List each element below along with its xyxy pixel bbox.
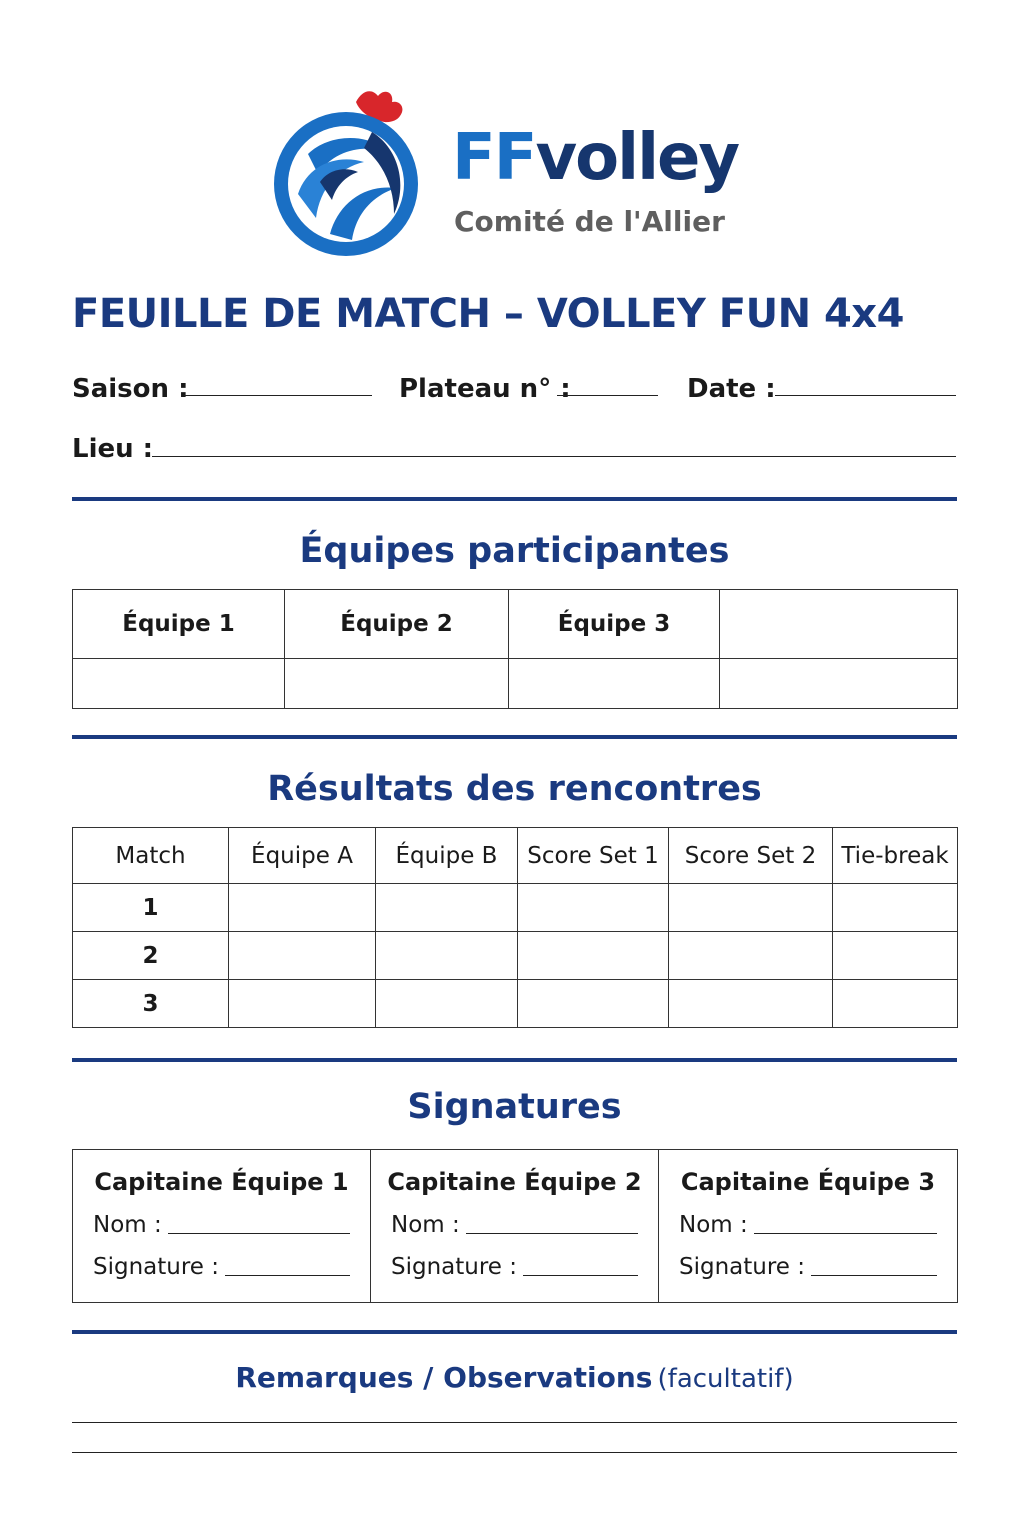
logo-volley-text: volley [535,121,739,195]
team-name-cell-3[interactable] [509,659,720,709]
remarks-line-1[interactable] [72,1422,957,1423]
results-header-tiebreak: Tie-break [833,828,958,884]
team-name-cell-1[interactable] [73,659,285,709]
remarks-title: Remarques / Observations [235,1361,653,1394]
results-header-set1: Score Set 1 [518,828,669,884]
captain-signature-row [679,1254,937,1280]
team-name-cell-4[interactable] [720,659,958,709]
section-divider [72,497,957,501]
results-header-team-a: Équipe A [229,828,376,884]
team-header-3: Équipe 3 [509,590,720,659]
set1-score-cell[interactable] [518,980,669,1028]
captain-heading: Capitaine Équipe 3 [680,1168,936,1196]
nom-field[interactable] [754,1233,937,1234]
remarks-line-2[interactable] [72,1452,957,1453]
lieu-label: Lieu : [72,434,154,464]
match-number: 2 [73,932,229,980]
captain-name-row [679,1212,937,1238]
saison-field[interactable] [184,395,372,396]
date-label: Date : [687,374,776,404]
nom-field[interactable] [466,1233,638,1234]
results-header-match: Match [73,828,229,884]
results-header-team-b: Équipe B [376,828,518,884]
captain-block-3 [659,1150,958,1303]
team-header-2: Équipe 2 [285,590,509,659]
captain-name-row [93,1212,350,1238]
captain-block-2 [371,1150,659,1303]
team-header-4 [720,590,958,659]
signatures-table [72,1149,958,1303]
logo-subtitle: Comité de l'Allier [454,205,725,238]
tiebreak-cell[interactable] [833,980,958,1028]
ffvolley-logo-icon [268,84,428,264]
set2-score-cell[interactable] [669,980,833,1028]
team-name-cell-2[interactable] [285,659,509,709]
team-a-cell[interactable] [229,932,376,980]
nom-field[interactable] [168,1233,350,1234]
table-row [73,980,958,1028]
captain-signature-row [391,1254,638,1280]
nom-label: Nom : [93,1212,162,1238]
captain-signature-row [93,1254,350,1280]
nom-label: Nom : [679,1212,748,1238]
signature-field[interactable] [225,1275,350,1276]
set1-score-cell[interactable] [518,932,669,980]
logo-ff-text: FF [452,121,536,195]
signatures-section-title: Signatures [407,1087,622,1127]
set2-score-cell[interactable] [669,932,833,980]
signature-field[interactable] [811,1275,937,1276]
remarks-optional: (facultatif) [657,1364,794,1394]
team-a-cell[interactable] [229,980,376,1028]
lieu-field[interactable] [152,456,956,457]
captain-name-row [391,1212,638,1238]
results-table [72,827,958,1028]
set2-score-cell[interactable] [669,884,833,932]
signature-label: Signature : [391,1254,518,1280]
captain-block-1 [73,1150,371,1303]
captain-heading: Capitaine Équipe 1 [94,1168,349,1196]
team-header-1: Équipe 1 [73,590,285,659]
table-row [73,932,958,980]
team-b-cell[interactable] [376,980,518,1028]
signature-label: Signature : [679,1254,806,1280]
team-b-cell[interactable] [376,932,518,980]
table-row [73,884,958,932]
tiebreak-cell[interactable] [833,932,958,980]
captain-heading: Capitaine Équipe 2 [387,1168,642,1196]
set1-score-cell[interactable] [518,884,669,932]
saison-label: Saison : [72,374,189,404]
teams-section-title: Équipes participantes [299,531,730,571]
match-number: 1 [73,884,229,932]
plateau-label: Plateau n° : [399,374,571,404]
date-field[interactable] [775,395,956,396]
signature-field[interactable] [523,1275,638,1276]
team-a-cell[interactable] [229,884,376,932]
teams-table [72,589,958,709]
page-title: FEUILLE DE MATCH – VOLLEY FUN 4x4 [72,291,904,337]
section-divider [72,1330,957,1334]
nom-label: Nom : [391,1212,460,1238]
section-divider [72,735,957,739]
results-header-set2: Score Set 2 [669,828,833,884]
section-divider [72,1058,957,1062]
logo-wordmark [452,121,739,195]
remarks-heading [72,1361,957,1394]
plateau-field[interactable] [557,395,658,396]
results-section-title: Résultats des rencontres [267,769,762,809]
tiebreak-cell[interactable] [833,884,958,932]
match-number: 3 [73,980,229,1028]
team-b-cell[interactable] [376,884,518,932]
signature-label: Signature : [93,1254,220,1280]
